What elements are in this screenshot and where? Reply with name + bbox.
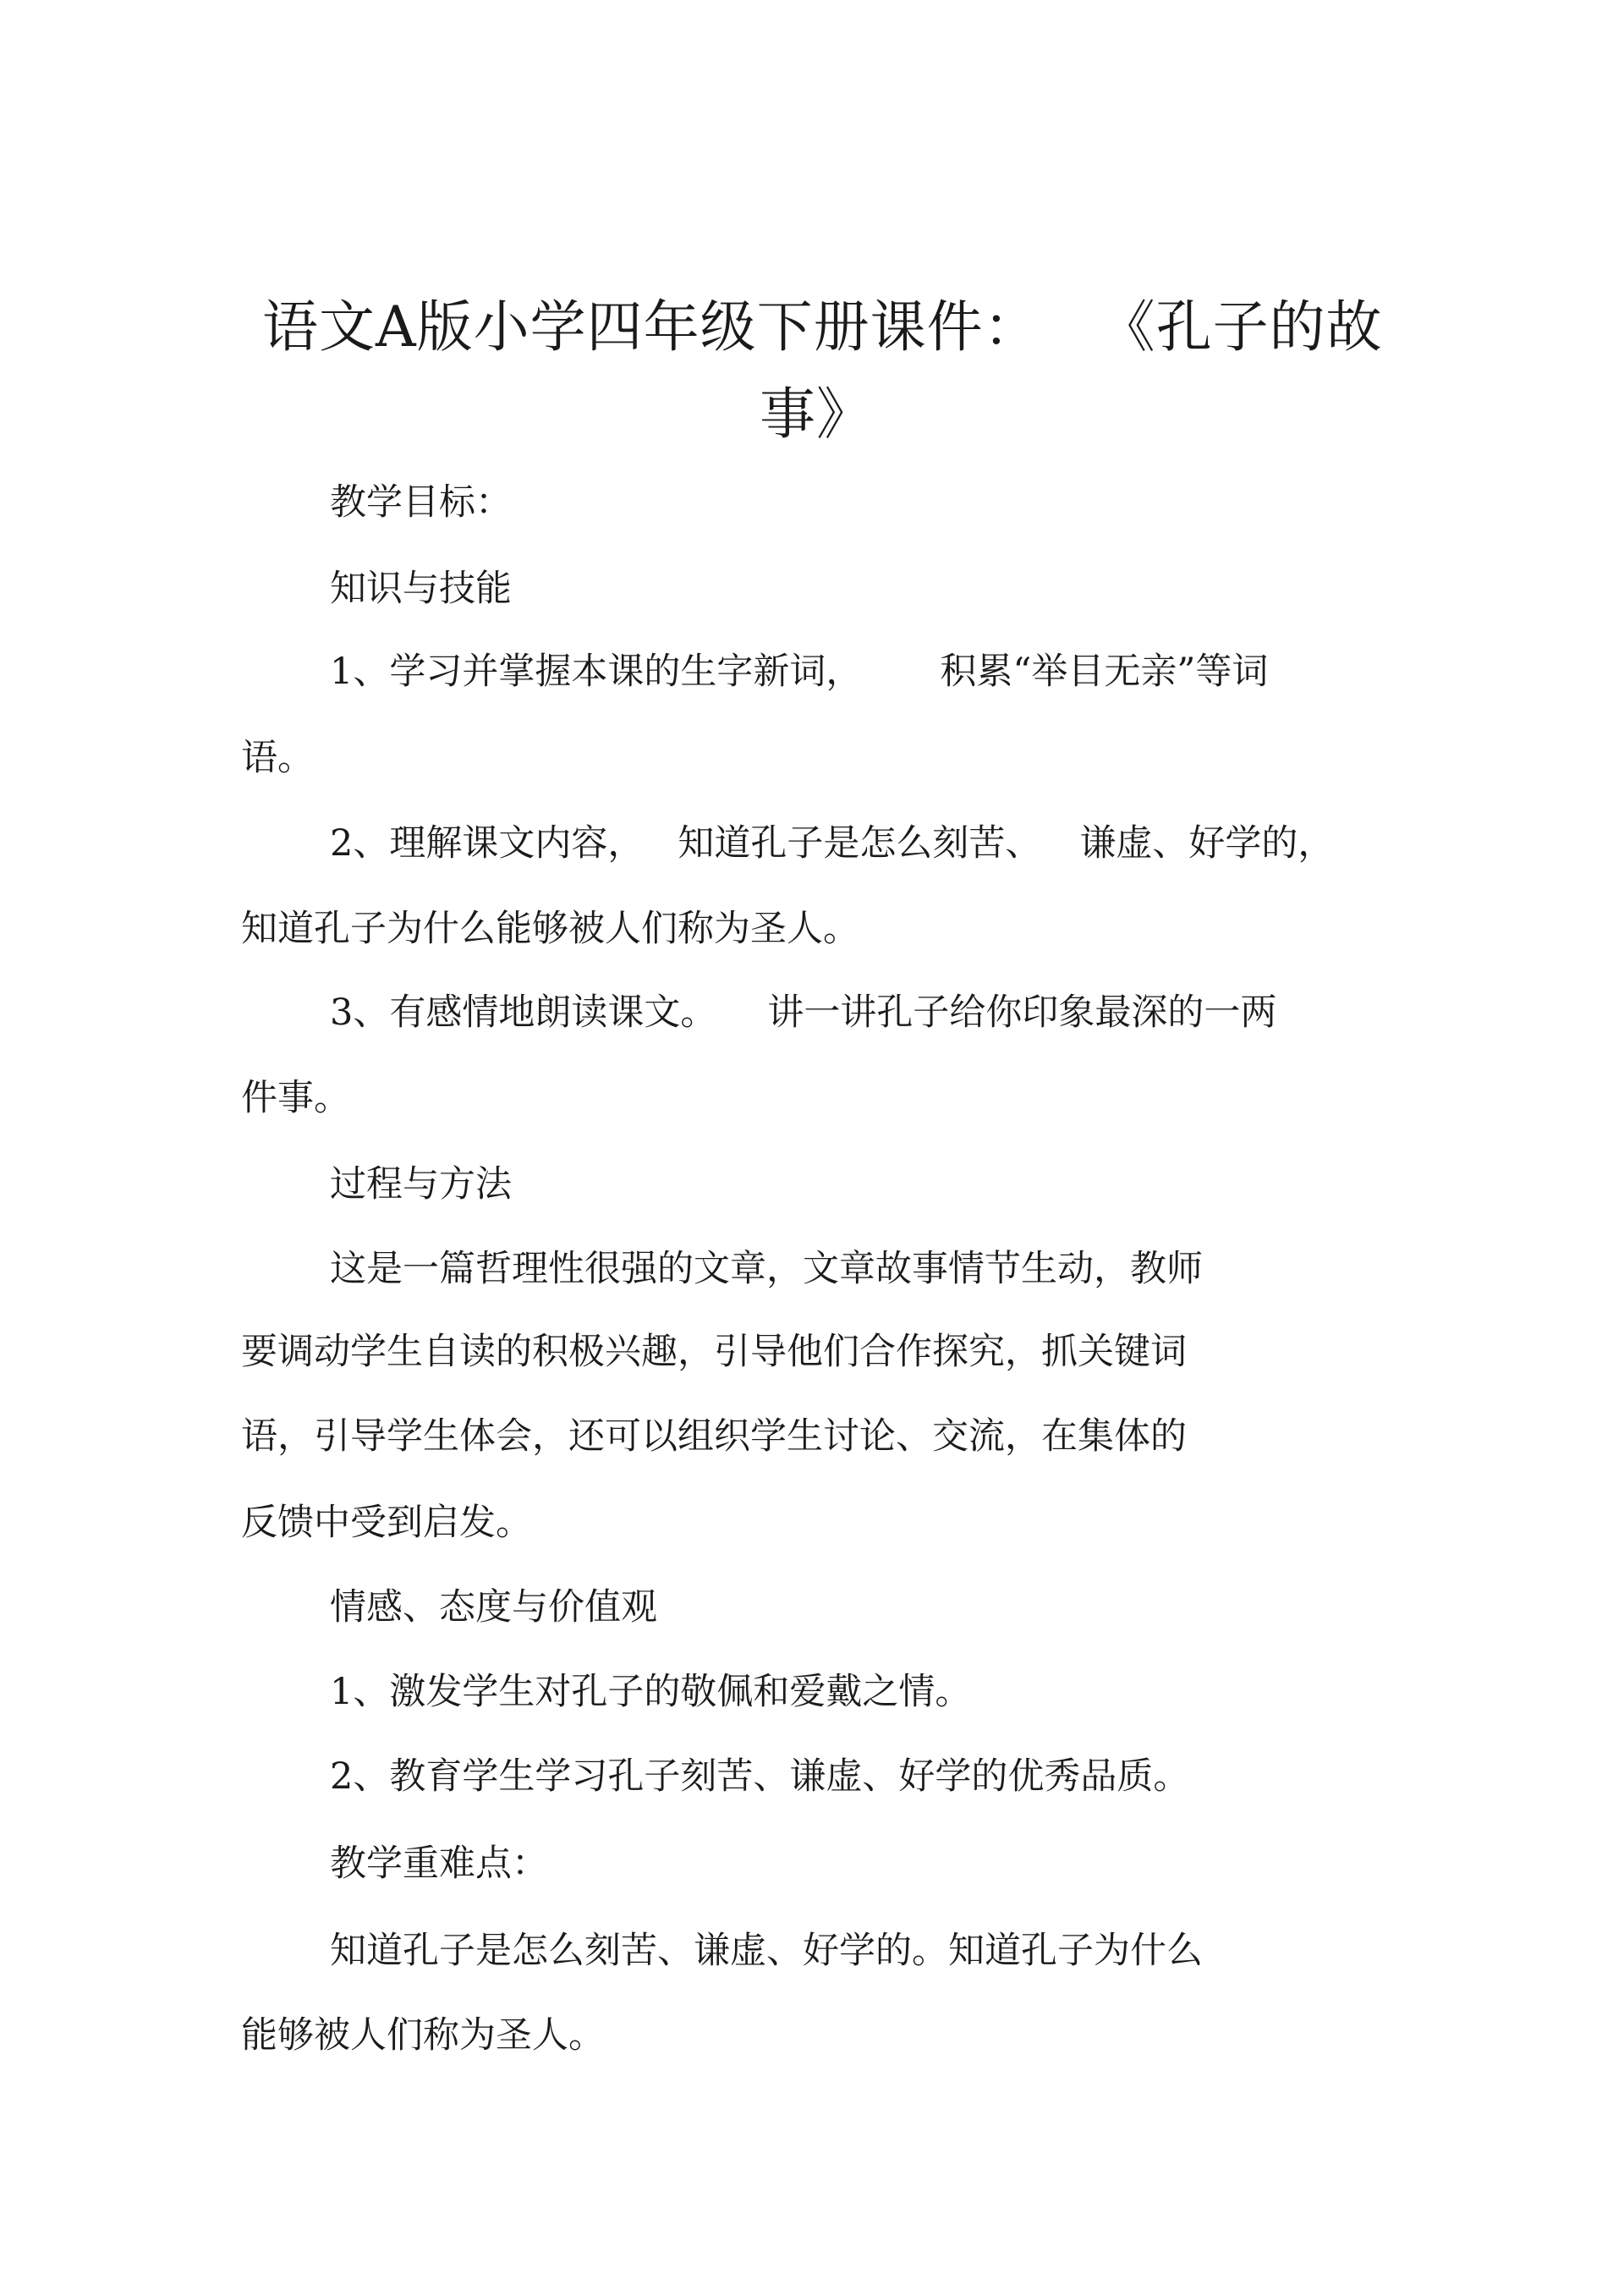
knowledge-item-2-part-a: 2、理解课文内容， xyxy=(330,822,645,865)
process-paragraph-line-3: 语，引导学生体会，还可以组织学生讨论、交流，在集体的 xyxy=(241,1415,1187,1458)
emotion-heading: 情感、态度与价值观 xyxy=(330,1586,657,1629)
process-heading: 过程与方法 xyxy=(330,1163,512,1206)
emotion-item-1: 1、激发学生对孔子的敬佩和爱戴之情。 xyxy=(330,1671,972,1713)
emotion-item-2: 2、教育学生学习孔子刻苦、谦虚、好学的优秀品质。 xyxy=(330,1755,1190,1798)
process-paragraph-line-4: 反馈中受到启发。 xyxy=(241,1502,532,1544)
knowledge-item-1-continued: 语。 xyxy=(241,737,314,779)
goals-heading: 教学目标： xyxy=(330,481,512,524)
knowledge-item-1-part-a: 1、学习并掌握本课的生字新词， xyxy=(330,651,863,693)
key-points-line-2: 能够被人们称为圣人。 xyxy=(241,2014,605,2057)
knowledge-item-1-part-b: 积累“举目无亲”等词 xyxy=(940,651,1269,693)
document-title-line-1 xyxy=(262,292,1383,363)
knowledge-item-2 xyxy=(330,820,1334,867)
knowledge-item-1 xyxy=(330,648,1268,695)
title-text-part-2: 《孔子的故 xyxy=(1099,294,1383,360)
key-points-heading: 教学重难点： xyxy=(330,1843,548,1885)
title-text-part-1: 语文A版小学四年级下册课件： xyxy=(262,294,1040,360)
knowledge-item-3-part-b: 讲一讲孔子给你印象最深的一两 xyxy=(767,991,1277,1034)
knowledge-item-3-part-a: 3、有感情地朗读课文。 xyxy=(330,991,717,1034)
knowledge-item-2-part-c: 谦虚、好学的， xyxy=(1079,822,1335,865)
process-paragraph-line-2: 要调动学生自读的积极兴趣，引导他们合作探究，抓关键词 xyxy=(241,1331,1187,1373)
document-title-line-2: 事》 xyxy=(760,382,873,447)
knowledge-item-3-continued: 件事。 xyxy=(241,1077,350,1119)
knowledge-item-2-continued: 知道孔子为什么能够被人们称为圣人。 xyxy=(241,908,859,950)
knowledge-heading: 知识与技能 xyxy=(330,568,512,610)
process-paragraph-line-1: 这是一篇哲理性很强的文章，文章故事情节生动，教师 xyxy=(330,1248,1203,1290)
key-points-line-1: 知道孔子是怎么刻苦、谦虚、好学的。知道孔子为什么 xyxy=(330,1930,1203,1972)
knowledge-item-2-part-b: 知道孔子是怎么刻苦、 xyxy=(678,822,1042,865)
knowledge-item-3 xyxy=(330,989,1276,1036)
